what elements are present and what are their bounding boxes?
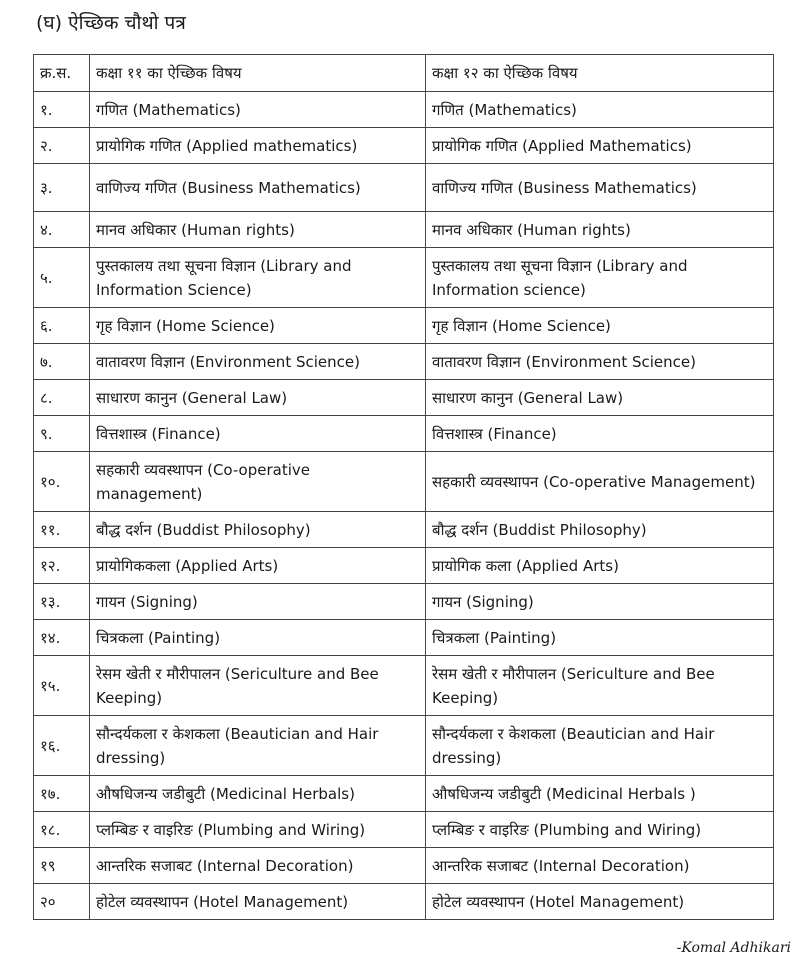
serial-cell: ७.: [34, 344, 90, 380]
table-row: [34, 164, 774, 212]
header-class-12: कक्षा १२ का ऐच्छिक विषय: [426, 55, 774, 92]
class-11-subject-cell: बौद्ध दर्शन (Buddist Philosophy): [90, 512, 426, 548]
table-row: [34, 344, 774, 380]
serial-cell: १८.: [34, 812, 90, 848]
class-12-subject-cell: मानव अधिकार (Human rights): [426, 212, 774, 248]
serial-cell: ९.: [34, 416, 90, 452]
table-row: [34, 128, 774, 164]
table-row: [34, 584, 774, 620]
serial-cell: ५.: [34, 248, 90, 308]
serial-cell: १९: [34, 848, 90, 884]
class-12-subject-cell: गृह विज्ञान (Home Science): [426, 308, 774, 344]
page-heading: (घ) ऐच्छिक चौथो पत्र: [36, 12, 186, 34]
class-11-subject-cell: रेसम खेती र मौरीपालन (Sericulture and Bee Keeping): [90, 656, 426, 716]
serial-cell: १७.: [34, 776, 90, 812]
class-11-subject-cell: चित्रकला (Painting): [90, 620, 426, 656]
class-11-subject-cell: सहकारी व्यवस्थापन (Co-operative management): [90, 452, 426, 512]
class-11-subject-cell: साधारण कानुन (General Law): [90, 380, 426, 416]
class-12-subject-cell: प्रायोगिक कला (Applied Arts): [426, 548, 774, 584]
table-row: [34, 656, 774, 716]
table-row: [34, 308, 774, 344]
class-12-subject-cell: औषधिजन्य जडीबुटी (Medicinal Herbals ): [426, 776, 774, 812]
table-row: [34, 548, 774, 584]
class-11-subject-cell: पुस्तकालय तथा सूचना विज्ञान (Library and Information Science): [90, 248, 426, 308]
table-row: [34, 416, 774, 452]
elective-subjects-table: [33, 54, 774, 920]
serial-cell: ८.: [34, 380, 90, 416]
serial-cell: २०: [34, 884, 90, 920]
table-header-row: [34, 55, 774, 92]
table-row: [34, 776, 774, 812]
table-row: [34, 884, 774, 920]
class-12-subject-cell: वातावरण विज्ञान (Environment Science): [426, 344, 774, 380]
class-11-subject-cell: होटेल व्यवस्थापन (Hotel Management): [90, 884, 426, 920]
class-12-subject-cell: सौन्दर्यकला र केशकला (Beautician and Hair dressing): [426, 716, 774, 776]
serial-cell: २.: [34, 128, 90, 164]
table-row: [34, 716, 774, 776]
serial-cell: ६.: [34, 308, 90, 344]
header-serial: क्र.स.: [34, 55, 90, 92]
class-12-subject-cell: गायन (Signing): [426, 584, 774, 620]
table-row: [34, 848, 774, 884]
class-11-subject-cell: गणित (Mathematics): [90, 92, 426, 128]
class-12-subject-cell: पुस्तकालय तथा सूचना विज्ञान (Library and Information science): [426, 248, 774, 308]
class-11-subject-cell: आन्तरिक सजाबट (Internal Decoration): [90, 848, 426, 884]
table-row: [34, 452, 774, 512]
class-12-subject-cell: रेसम खेती र मौरीपालन (Sericulture and Bee Keeping): [426, 656, 774, 716]
serial-cell: १५.: [34, 656, 90, 716]
class-12-subject-cell: होटेल व्यवस्थापन (Hotel Management): [426, 884, 774, 920]
table-row: [34, 620, 774, 656]
class-11-subject-cell: सौन्दर्यकला र केशकला (Beautician and Hair dressing): [90, 716, 426, 776]
table-row: [34, 380, 774, 416]
class-11-subject-cell: वातावरण विज्ञान (Environment Science): [90, 344, 426, 380]
serial-cell: ३.: [34, 164, 90, 212]
class-11-subject-cell: गायन (Signing): [90, 584, 426, 620]
table-row: [34, 92, 774, 128]
class-11-subject-cell: प्रायोगिक गणित (Applied mathematics): [90, 128, 426, 164]
table-row: [34, 248, 774, 308]
class-12-subject-cell: आन्तरिक सजाबट (Internal Decoration): [426, 848, 774, 884]
table-row: [34, 812, 774, 848]
class-12-subject-cell: प्लम्बिङ र वाइरिङ (Plumbing and Wiring): [426, 812, 774, 848]
serial-cell: १२.: [34, 548, 90, 584]
class-11-subject-cell: औषधिजन्य जडीबुटी (Medicinal Herbals): [90, 776, 426, 812]
class-11-subject-cell: वित्तशास्त्र (Finance): [90, 416, 426, 452]
serial-cell: ११.: [34, 512, 90, 548]
class-12-subject-cell: वाणिज्य गणित (Business Mathematics): [426, 164, 774, 212]
class-12-subject-cell: चित्रकला (Painting): [426, 620, 774, 656]
class-12-subject-cell: वित्तशास्त्र (Finance): [426, 416, 774, 452]
class-12-subject-cell: सहकारी व्यवस्थापन (Co-operative Management): [426, 452, 774, 512]
class-11-subject-cell: प्लम्बिङ र वाइरिङ (Plumbing and Wiring): [90, 812, 426, 848]
serial-cell: १३.: [34, 584, 90, 620]
class-12-subject-cell: बौद्ध दर्शन (Buddist Philosophy): [426, 512, 774, 548]
class-11-subject-cell: प्रायोगिककला (Applied Arts): [90, 548, 426, 584]
class-12-subject-cell: प्रायोगिक गणित (Applied Mathematics): [426, 128, 774, 164]
serial-cell: १६.: [34, 716, 90, 776]
author-signature: -Komal Adhikari: [676, 940, 791, 956]
class-11-subject-cell: गृह विज्ञान (Home Science): [90, 308, 426, 344]
serial-cell: ४.: [34, 212, 90, 248]
table-body: [34, 92, 774, 920]
class-11-subject-cell: मानव अधिकार (Human rights): [90, 212, 426, 248]
class-11-subject-cell: वाणिज्य गणित (Business Mathematics): [90, 164, 426, 212]
class-12-subject-cell: गणित (Mathematics): [426, 92, 774, 128]
header-class-11: कक्षा ११ का ऐच्छिक विषय: [90, 55, 426, 92]
class-12-subject-cell: साधारण कानुन (General Law): [426, 380, 774, 416]
serial-cell: १०.: [34, 452, 90, 512]
serial-cell: १.: [34, 92, 90, 128]
table-row: [34, 212, 774, 248]
serial-cell: १४.: [34, 620, 90, 656]
table-row: [34, 512, 774, 548]
